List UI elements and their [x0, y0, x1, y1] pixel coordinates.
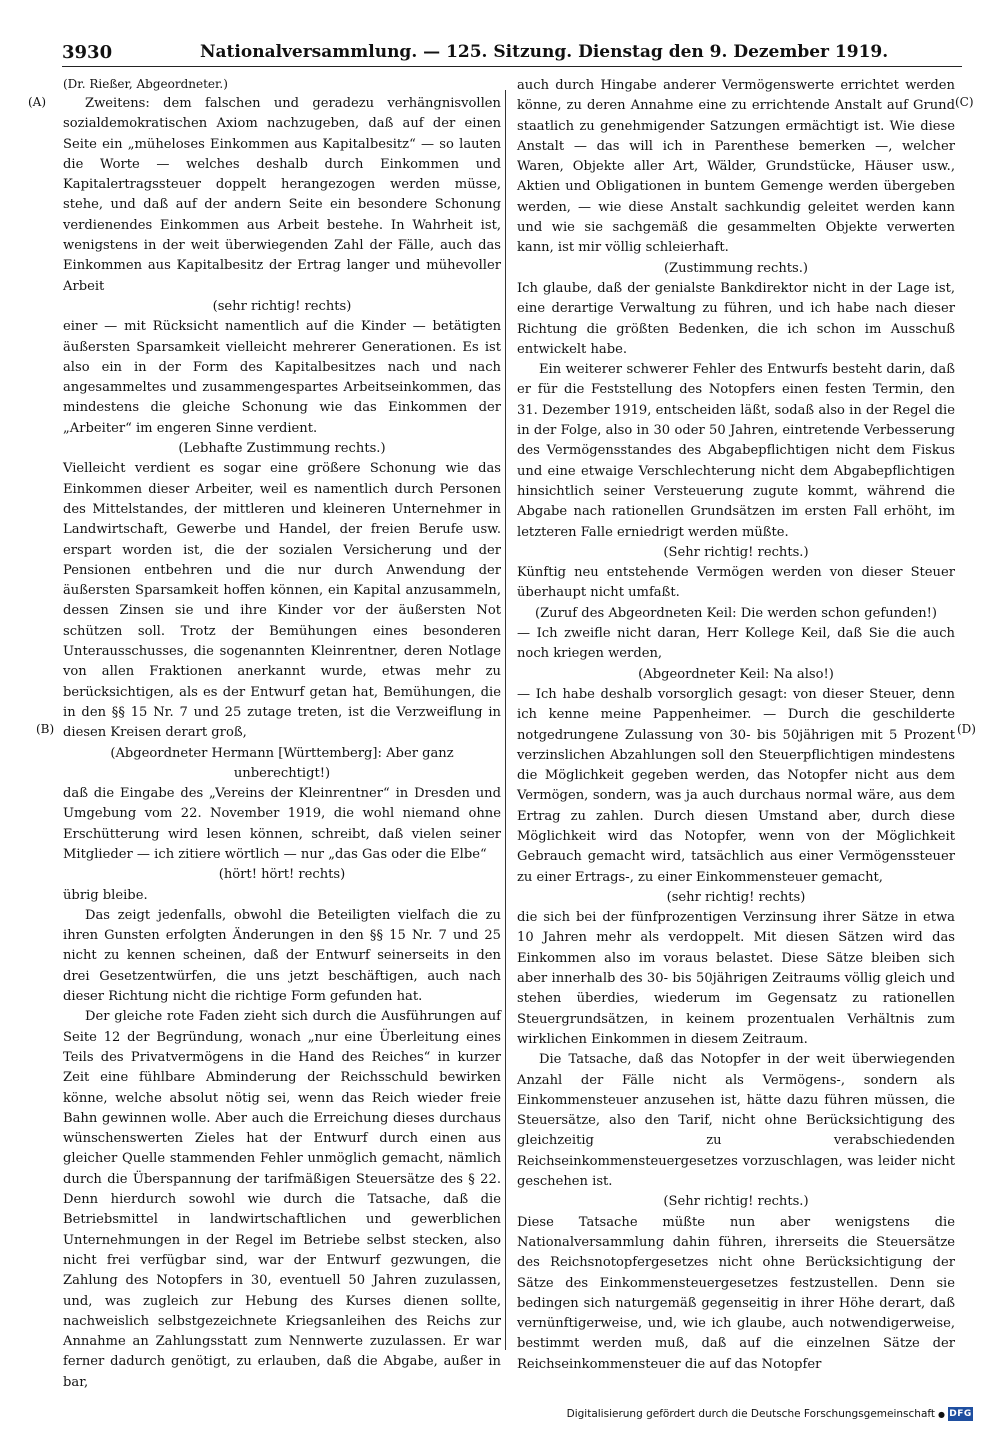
running-title: Nationalversammlung. — 125. Sitzung. Dienstag den 9. Dezember 1919. [200, 42, 889, 62]
paragraph: Ich glaube, daß der genialste Bankdirektor nicht in der Lage ist, eine derartige Verwaltung zu führen, und ich habe nach dieser Richtung die größten Bedenken, die ich schon im Ausschuß entwickelt habe. [517, 280, 955, 357]
paragraph: Die Tatsache, daß das Notopfer in der weit überwiegenden Anzahl der Fälle nicht als Vermögens-, sondern als Einkommensteuer anzusehen ist, hätte dazu führen müssen, die Steuersätze, also den Tarif, nicht ohne Berücksichtigung des gleichzeitig zu verabschiedenden Reichseinkommensteuergesetzes vorzuschlagen, was leider nicht geschehen ist. [517, 1052, 955, 1190]
left-column-text [63, 94, 501, 1393]
paragraph: Das zeigt jedenfalls, obwohl die Beteiligten vielfach die zu ihren Gunsten erfolgten Änderungen in den §§ 15 Nr. 7 und 25 nicht zu kennen scheinen, daß der Entwurf seinerseits in den drei Gesetzentwürfen, die uns jetzt beschäftigen, auch nach dieser Richtung nicht die richtige Form gefunden hat. [63, 907, 501, 1005]
speaker-label: (Dr. Rießer, Abgeordneter.) [63, 77, 228, 91]
margin-marker-b: (B) [36, 722, 55, 736]
paragraph: — Ich habe deshalb vorsorglich gesagt: von dieser Steuer, denn ich kenne meine Pappenheimer. — Durch die geschilderte notgedrungene Zulassung von 30- bis 50jährigen mit 5 Prozent verzinslichen Abzahlungen soll den Steuerpflichtigen mindestens die Möglichkeit gegeben werden, das Notopfer nicht aus dem Vermögen, sondern, was ja auch durchaus normal wäre, aus dem Ertrag zu zahlen. Durch diesen Umstand aber, durch diese Möglichkeit wird das Notopfer, wenn von der Möglichkeit Gebrauch gemacht wird, tatsächlich aus einer Vermögenssteuer zu einer Ertrags-, zu einer Einkommensteuer gemacht, [517, 686, 955, 885]
dfg-logo-icon: DFG [949, 1409, 972, 1419]
paragraph: daß die Eingabe des „Vereins der Kleinrentner“ in Dresden und Umgebung vom 22. November 1919, die wohl niemand ohne Erschütterung wird lesen können, schreibt, daß vielen seiner Mitglieder — ich zitiere wörtlich — nur „das Gas oder die Elbe“ [63, 786, 501, 862]
interjection: (sehr richtig! rechts) [212, 298, 352, 314]
footer-credit: Digitalisierung gefördert durch die Deutsche Forschungsgemeinschaft [566, 1408, 936, 1420]
interjection: (Sehr richtig! rechts.) [663, 544, 809, 560]
interjection: (Lebhafte Zustimmung rechts.) [178, 441, 386, 457]
paragraph: Der gleiche rote Faden zieht sich durch die Ausführungen auf Seite 12 der Begründung, wonach „nur eine Überleitung eines Teils des Privatvermögens in die Hand des Reiches“ in kurzer Zeit eine fühlbare Abminderung der Reichsschuld bewirken könne, welche absolut nötig sei, wenn das Reich wieder freie Bahn gewinnen wolle. Aber auch die Erreichung dieses durchaus wünschenswerten Zieles hat der Entwurf durch einen aus gleicher Quelle stammenden Fehler unmöglich gemacht, nämlich durch die Überspannung der tarifmäßigen Steuersätze des § 22. Denn hierdurch sowohl wie durch die Tatsache, daß die Betriebsmittel in landwirtschaftlichen und gewerblichen Unternehmungen in der Regel im Betriebe selbst stecken, also nicht frei verfügbar sind, war der Entwurf gezwungen, die Zahlung des Notopfers in 30, eventuell 50 Jahren zuzulassen, und, was zugleich zur Hebung des Kurses dienen sollte, nachweislich selbstgezeichnete Kriegsanleihen des Reichs zur Annahme an Zahlungsstatt zum Nennwerte zuzulassen. Er war ferner dadurch genötigt, zu erlauben, daß die Abgabe, außer in bar, [63, 1009, 501, 1390]
right-column-text [517, 76, 955, 1375]
interjection: (Abgeordneter Hermann [Württemberg]: Aber ganz unberechtigt!) [110, 745, 454, 781]
paragraph: Diese Tatsache müßte nun aber wenigstens die Nationalversammlung dahin führen, ihrerseits die Steuersätze des Reichsnotopfergesetzes nicht ohne Berücksichtigung der Sätze des Einkommensteuergesetzes festzustellen. Denn sie bedingen sich naturgemäß gegenseitig in ihrer Höhe derart, daß vernünftigerweise, und, wie ich glaube, auch notwendigerweise, bestimmt werden muß, daß auf die einzelnen Sätze der Reichseinkommensteuer die auf das Notopfer [517, 1214, 955, 1372]
interjection: (Sehr richtig! rechts.) [663, 1194, 809, 1210]
paragraph: einer — mit Rücksicht namentlich auf die Kinder — betätigten äußersten Sparsamkeit vielleicht mehrerer Generationen. Es ist also ein in der Form des Kapitalbesitzes nach und nach angesammeltes und zusammengespartes Arbeitseinkommen, das mindestens die gleiche Schonung wie das Einkommen der „Arbeiter“ im engeren Sinne verdient. [63, 319, 501, 436]
paragraph: Ein weiterer schwerer Fehler des Entwurfs besteht darin, daß er für die Feststellung des Notopfers einen festen Termin, den 31. Dezember 1919, entscheiden läßt, sodaß also in der Regel die in der Folge, also in 30 oder 50 Jahren, eintretende Verbesserung des Vermögensstandes des Abgabepflichtigen nicht dem Fiskus und eine etwaige Verschlechterung nicht dem Abgabepflichtigen hinsichtlich seiner Versteuerung zugute kommt, während die Abgabe nach rationellen Grundsätzen im ersten Fall erhöht, im letzteren Falle erniedrigt werden müßte. [517, 362, 955, 540]
left-column [63, 76, 501, 1393]
margin-marker-d: (D) [957, 722, 976, 736]
paragraph: Künftig neu entstehende Vermögen werden von dieser Steuer überhaupt nicht umfaßt. [517, 565, 955, 601]
right-column [517, 76, 955, 1375]
digitization-footer [567, 1407, 973, 1421]
interjection: (Zustimmung rechts.) [663, 260, 809, 276]
paragraph: Vielleicht verdient es sogar eine größere Schonung wie das Einkommen dieser Arbeiter, weil es namentlich durch Personen des Mittelstandes, der mittleren und kleineren Unternehmer in Landwirtschaft, Gewerbe und Handel, der freien Berufe usw. erspart worden ist, die der sozialen Versicherung und der Pensionen entbehren und die nur durch Anwendung der äußersten Sparsamkeit hoffen können, ein Kapital anzusammeln, dessen Zinsen sie und ihre Kinder vor der äußersten Not schützen soll. Trotz der Bemühungen eines besonderen Unterausschusses, die sogenannten Kleinrentner, deren Notlage von allen Fraktionen anerkannt wurde, etwas mehr zu berücksichtigen, als es der Entwurf getan hat, Bemühungen, die in den §§ 15 Nr. 7 und 25 zutage treten, ist die Verzweiflung in diesen Kreisen derart groß, [63, 461, 501, 741]
separator-icon: ● [938, 1409, 945, 1419]
paragraph: Zweitens: dem falschen und geradezu verhängnisvollen sozialdemokratischen Axiom nachzugeben, daß auf der einen Seite ein „müheloses Einkommen aus Kapitalbesitz“ — so lauten die Worte — welches deshalb durch Einkommen und Kapitalertragssteuer doppelt herangezogen werden müsse, stehe, und daß auf der andern Seite ein besondere Schonung verdienendes Einkommen aus Arbeit bestehe. In Wahrheit ist, wenigstens in der weit überwiegenden Zahl der Fälle, auch das Einkommen aus Kapitalbesitz der Ertrag langer und mühevoller Arbeit [63, 96, 501, 294]
running-header [62, 42, 962, 67]
interjection: (sehr richtig! rechts) [666, 889, 806, 905]
paragraph: übrig bleibe. [63, 887, 148, 903]
page-number: 3930 [62, 42, 113, 63]
interjection: (hört! hört! rechts) [218, 867, 346, 883]
margin-marker-a: (A) [28, 95, 47, 109]
paragraph: auch durch Hingabe anderer Vermögenswerte errichtet werden könne, zu deren Annahme eine zu errichtende Anstalt auf Grund staatlich zu genehmigender Satzungen ermächtigt ist. Wie diese Anstalt — das will ich in Parenthese bemerken —, welcher Waren, Objekte aller Art, Wälder, Grundstücke, Häuser usw., Aktien und Obligationen in buntem Gemenge werden übergeben werden, — wie diese Anstalt sachkundig geleitet werden kann und wie sie sachgemäß die gesammelten Objekte verwerten kann, ist mir völlig schleierhaft. [517, 78, 955, 256]
interjection: (Zuruf des Abgeordneten Keil: Die werden schon gefunden!) [534, 605, 938, 621]
paragraph: die sich bei der fünfprozentigen Verzinsung ihrer Sätze in etwa 10 Jahren mehr als verdoppelt. Mit diesen Sätzen wird das Einkommen also im voraus belastet. Diese Sätze bleiben sich aber innerhalb des 30- bis 50jährigen Zeitraums völlig gleich und stehen überdies, wiederum im Gegensatz zu rationellen Steuergrundsätzen, in keinem prozentualen Verhältnis zum wirklichen Einkommen in diesem Zeitraum. [517, 910, 955, 1047]
paragraph: — Ich zweifle nicht daran, Herr Kollege Keil, daß Sie die auch noch kriegen werden, [517, 626, 955, 662]
column-divider [505, 90, 506, 1350]
interjection: (Abgeordneter Keil: Na also!) [638, 666, 834, 682]
margin-marker-c: (C) [955, 95, 974, 109]
